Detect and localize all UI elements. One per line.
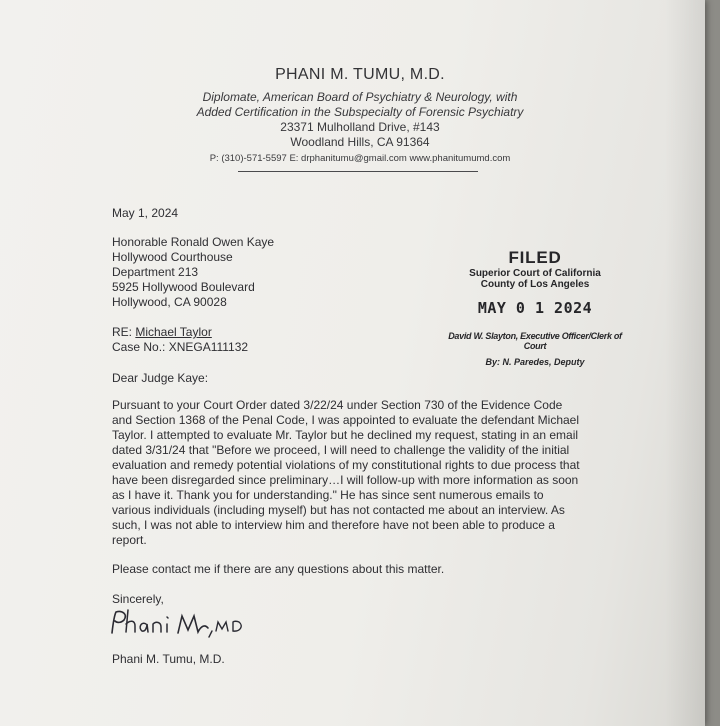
re-line	[112, 325, 248, 340]
letterhead-credential-1: Diplomate, American Board of Psychiatry & Neurology, with	[202, 90, 518, 104]
closing: Sincerely,	[112, 592, 164, 606]
recipient-line: Hollywood Courthouse	[112, 250, 233, 264]
body-line: evaluation and remedy potential violations of my constitutional rights to due process that	[112, 458, 580, 472]
body-line: various individuals (including myself) but has not contacted me about an interview. As	[112, 503, 565, 517]
re-name: Michael Taylor	[135, 325, 212, 339]
recipient-address	[112, 235, 274, 310]
body-paragraph	[112, 398, 612, 548]
letterhead-divider	[238, 171, 478, 172]
body-line: and Section 1368 of the Penal Code, I was appointed to evaluate the defendant Michael	[112, 413, 580, 427]
stamp-court-1: Superior Court of California	[469, 268, 601, 279]
contact-sentence: Please contact me if there are any questions about this matter.	[112, 562, 445, 576]
signer-name: Phani M. Tumu, M.D.	[112, 652, 225, 666]
recipient-line: Honorable Ronald Owen Kaye	[112, 235, 275, 249]
case-number: Case No.: XNEGA111132	[112, 340, 249, 354]
letterhead-credential-2: Added Certification in the Subspecialty of Forensic Psychiatry	[196, 105, 524, 119]
letter-date: May 1, 2024	[112, 206, 179, 220]
letterhead-street: 23371 Mulholland Drive, #143	[280, 120, 440, 134]
stamp-date: MAY 0 1 2024	[477, 299, 593, 317]
handwritten-signature	[108, 606, 268, 640]
body-line: report.	[112, 533, 147, 547]
court-filed-stamp	[440, 248, 630, 367]
recipient-line: Hollywood, CA 90028	[112, 295, 227, 309]
body-line: dated 3/31/24 that "Before we proceed, I will need to challenge the validity of the initial	[112, 443, 570, 457]
body-line: such, I was not able to interview him and therefore have not been able to produce a	[112, 518, 555, 532]
body-line: Pursuant to your Court Order dated 3/22/24 under Section 730 of the Evidence Code	[112, 398, 563, 412]
letterhead-city: Woodland Hills, CA 91364	[290, 135, 430, 149]
body-line: Taylor. I attempted to evaluate Mr. Taylor but he declined my request, stating in an email	[112, 428, 579, 442]
recipient-line: Department 213	[112, 265, 199, 279]
re-label: RE:	[112, 325, 136, 339]
body-line: as I have it. Thank you for understanding." He has since sent numerous emails to	[112, 488, 544, 502]
stamp-filed: FILED	[508, 248, 562, 267]
stamp-court-2: County of Los Angeles	[480, 279, 590, 290]
body-line: have been disregarded since preliminary…I will follow-up with more information as soon	[112, 473, 579, 487]
stamp-by: By: N. Paredes, Deputy	[485, 357, 585, 367]
letterhead-name: PHANI M. TUMU, M.D.	[275, 66, 445, 83]
letterhead	[160, 66, 560, 164]
re-block	[112, 325, 248, 355]
recipient-line: 5925 Hollywood Boulevard	[112, 280, 255, 294]
letterhead-contact: P: (310)-571-5597 E: drphanitumu@gmail.com www.phanitumumd.com	[209, 153, 511, 164]
stamp-clerk: David W. Slayton, Executive Officer/Clerk of Court	[448, 331, 622, 351]
salutation: Dear Judge Kaye:	[112, 371, 209, 385]
